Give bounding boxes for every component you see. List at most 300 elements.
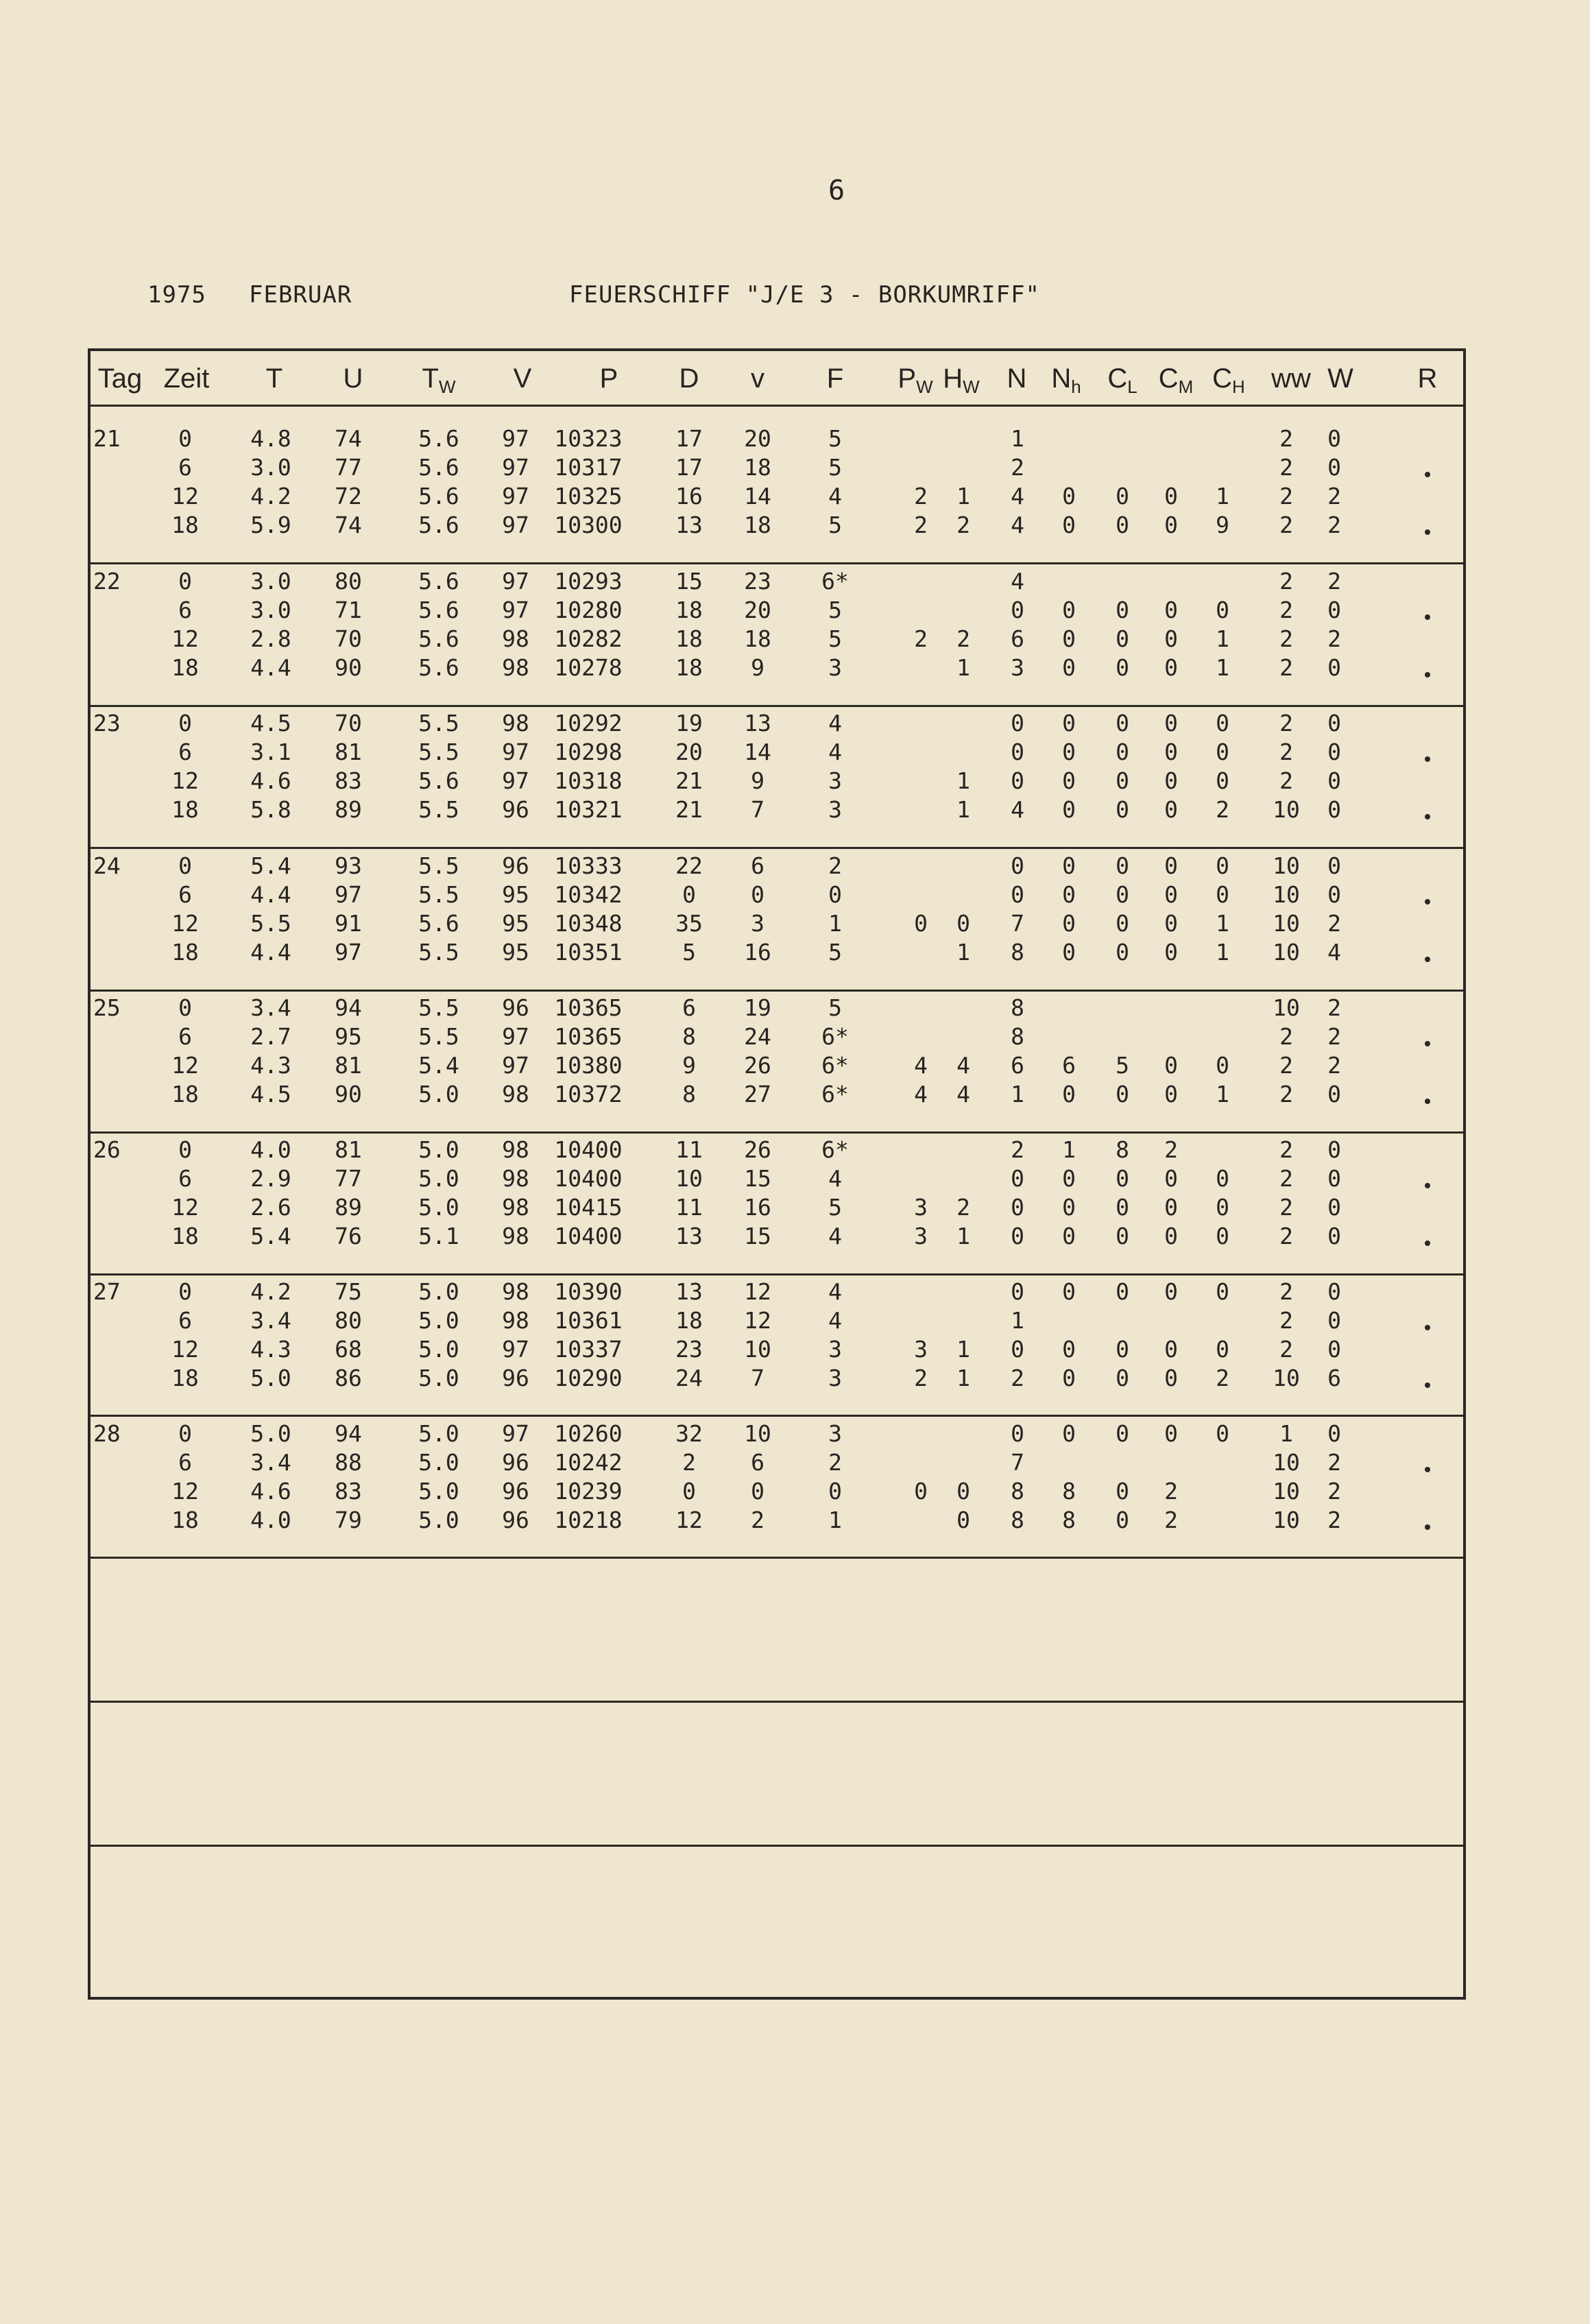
cell-cm: 2: [1164, 1136, 1178, 1163]
cell-hw: 0: [956, 1507, 970, 1533]
cell-ch: 0: [1216, 1420, 1229, 1447]
cell-pw: 2: [914, 512, 928, 538]
cell-tw: 5.0: [418, 1136, 459, 1163]
cell-v: 95: [502, 910, 529, 937]
cell-vv: 2: [751, 1507, 764, 1533]
cell-cm: 0: [1164, 767, 1178, 794]
table-divider: [88, 1415, 1466, 1417]
cell-nh: 0: [1062, 852, 1076, 879]
cell-p: 10239: [554, 1478, 623, 1505]
cell-v: 97: [502, 597, 529, 623]
cell-ww: 2: [1279, 625, 1293, 652]
cell-t: 2.8: [250, 625, 291, 652]
cell-u: 79: [335, 1507, 362, 1533]
cell-d: 13: [675, 1223, 703, 1249]
cell-t: 4.3: [250, 1052, 291, 1079]
cell-cl: 0: [1116, 1165, 1129, 1192]
cell-p: 10300: [554, 512, 623, 538]
cell-w: 0: [1327, 1194, 1341, 1221]
cell-n: 7: [1011, 1449, 1024, 1476]
precipitation-dot-icon: [1425, 672, 1430, 678]
cell-ch: 2: [1216, 796, 1229, 823]
cell-n: 0: [1011, 710, 1024, 736]
cell-cm: 0: [1164, 1165, 1178, 1192]
cell-ww: 2: [1279, 1307, 1293, 1334]
cell-t: 5.5: [250, 910, 291, 937]
cell-f: 6*: [821, 568, 849, 595]
cell-hw: 1: [956, 939, 970, 966]
cell-pw: 4: [914, 1081, 928, 1107]
cell-zeit: 6: [178, 454, 192, 481]
column-header-nh: [1051, 363, 1081, 398]
cell-cm: 0: [1164, 881, 1178, 908]
cell-t: 4.4: [250, 654, 291, 681]
column-header-label: N: [1007, 363, 1027, 394]
cell-tw: 5.6: [418, 654, 459, 681]
cell-tw: 5.0: [418, 1478, 459, 1505]
cell-v: 97: [502, 1420, 529, 1447]
cell-d: 18: [675, 654, 703, 681]
cell-tw: 5.5: [418, 881, 459, 908]
cell-zeit: 18: [171, 1223, 199, 1249]
cell-cl: 0: [1116, 767, 1129, 794]
cell-v: 96: [502, 1449, 529, 1476]
column-header-pw: [898, 363, 932, 398]
cell-f: 5: [828, 625, 842, 652]
precipitation-dot-icon: [1425, 1325, 1430, 1330]
cell-t: 3.0: [250, 454, 291, 481]
cell-w: 0: [1327, 767, 1341, 794]
cell-ww: 2: [1279, 739, 1293, 765]
cell-n: 2: [1011, 1365, 1024, 1391]
cell-v: 97: [502, 454, 529, 481]
cell-nh: 0: [1062, 654, 1076, 681]
cell-tw: 5.0: [418, 1081, 459, 1107]
precipitation-dot-icon: [1425, 1382, 1430, 1388]
cell-hw: 1: [956, 483, 970, 510]
table-divider: [88, 847, 1466, 849]
cell-ww: 2: [1279, 654, 1293, 681]
cell-n: 1: [1011, 1081, 1024, 1107]
cell-zeit: 18: [171, 654, 199, 681]
cell-u: 97: [335, 939, 362, 966]
cell-zeit: 6: [178, 1307, 192, 1334]
cell-vv: 15: [744, 1223, 771, 1249]
cell-ww: 1: [1279, 1420, 1293, 1447]
cell-d: 16: [675, 483, 703, 510]
cell-ww: 10: [1273, 939, 1300, 966]
cell-cm: 0: [1164, 512, 1178, 538]
cell-hw: 2: [956, 1194, 970, 1221]
cell-ch: 1: [1216, 1081, 1229, 1107]
cell-tw: 5.6: [418, 767, 459, 794]
cell-t: 4.5: [250, 710, 291, 736]
cell-u: 81: [335, 1136, 362, 1163]
cell-vv: 18: [744, 625, 771, 652]
cell-p: 10278: [554, 654, 623, 681]
page-number: 6: [828, 175, 845, 206]
cell-f: 3: [828, 1420, 842, 1447]
cell-ww: 2: [1279, 1336, 1293, 1363]
day-label: 24: [93, 852, 121, 879]
cell-d: 19: [675, 710, 703, 736]
table-divider: [88, 1701, 1466, 1703]
column-header-label: V: [513, 363, 532, 394]
cell-v: 97: [502, 767, 529, 794]
cell-d: 17: [675, 425, 703, 452]
cell-d: 13: [675, 1278, 703, 1305]
cell-f: 4: [828, 1278, 842, 1305]
cell-hw: 0: [956, 1478, 970, 1505]
cell-pw: 4: [914, 1052, 928, 1079]
cell-n: 0: [1011, 1420, 1024, 1447]
cell-p: 10292: [554, 710, 623, 736]
cell-hw: 1: [956, 1223, 970, 1249]
cell-t: 3.0: [250, 568, 291, 595]
cell-w: 0: [1327, 1420, 1341, 1447]
cell-zeit: 0: [178, 710, 192, 736]
cell-zeit: 0: [178, 1136, 192, 1163]
cell-nh: 0: [1062, 1365, 1076, 1391]
cell-nh: 0: [1062, 939, 1076, 966]
cell-vv: 15: [744, 1165, 771, 1192]
cell-vv: 6: [751, 852, 764, 879]
cell-zeit: 18: [171, 939, 199, 966]
cell-v: 98: [502, 1165, 529, 1192]
cell-f: 4: [828, 739, 842, 765]
cell-p: 10290: [554, 1365, 623, 1391]
cell-ww: 2: [1279, 1052, 1293, 1079]
cell-t: 5.4: [250, 852, 291, 879]
cell-n: 6: [1011, 625, 1024, 652]
column-header-label: P: [898, 363, 917, 394]
cell-p: 10390: [554, 1278, 623, 1305]
cell-d: 9: [682, 1052, 696, 1079]
cell-cl: 0: [1116, 796, 1129, 823]
cell-zeit: 0: [178, 1278, 192, 1305]
column-header-label: v: [751, 363, 764, 394]
cell-vv: 0: [751, 881, 764, 908]
column-header-ww: [1271, 363, 1311, 394]
cell-zeit: 18: [171, 796, 199, 823]
cell-u: 68: [335, 1336, 362, 1363]
day-label: 26: [93, 1136, 121, 1163]
cell-tw: 5.6: [418, 568, 459, 595]
cell-w: 0: [1327, 1336, 1341, 1363]
cell-t: 5.8: [250, 796, 291, 823]
cell-u: 81: [335, 1052, 362, 1079]
cell-t: 3.1: [250, 739, 291, 765]
cell-t: 2.6: [250, 1194, 291, 1221]
cell-u: 74: [335, 512, 362, 538]
cell-cm: 0: [1164, 910, 1178, 937]
cell-vv: 3: [751, 910, 764, 937]
precipitation-dot-icon: [1425, 1041, 1430, 1046]
cell-u: 86: [335, 1365, 362, 1391]
column-header-label: ww: [1271, 363, 1311, 394]
cell-u: 80: [335, 1307, 362, 1334]
cell-n: 4: [1011, 512, 1024, 538]
cell-f: 1: [828, 910, 842, 937]
cell-hw: 1: [956, 654, 970, 681]
cell-vv: 14: [744, 483, 771, 510]
cell-v: 98: [502, 625, 529, 652]
cell-zeit: 18: [171, 1081, 199, 1107]
cell-vv: 7: [751, 1365, 764, 1391]
cell-nh: 0: [1062, 710, 1076, 736]
cell-cm: 0: [1164, 796, 1178, 823]
cell-t: 4.5: [250, 1081, 291, 1107]
precipitation-dot-icon: [1425, 957, 1430, 962]
cell-ww: 2: [1279, 425, 1293, 452]
cell-d: 20: [675, 739, 703, 765]
cell-n: 0: [1011, 852, 1024, 879]
cell-cl: 0: [1116, 739, 1129, 765]
cell-u: 70: [335, 710, 362, 736]
cell-ch: 1: [1216, 654, 1229, 681]
cell-p: 10218: [554, 1507, 623, 1533]
cell-tw: 5.5: [418, 852, 459, 879]
cell-vv: 24: [744, 1023, 771, 1050]
cell-ww: 10: [1273, 796, 1300, 823]
cell-u: 90: [335, 1081, 362, 1107]
cell-p: 10318: [554, 767, 623, 794]
cell-tw: 5.0: [418, 1420, 459, 1447]
cell-nh: 6: [1062, 1052, 1076, 1079]
cell-ww: 10: [1273, 994, 1300, 1021]
cell-tw: 5.5: [418, 796, 459, 823]
cell-u: 89: [335, 1194, 362, 1221]
cell-tw: 5.1: [418, 1223, 459, 1249]
cell-cm: 0: [1164, 1194, 1178, 1221]
cell-v: 96: [502, 1507, 529, 1533]
cell-u: 95: [335, 1023, 362, 1050]
cell-p: 10337: [554, 1336, 623, 1363]
precipitation-dot-icon: [1425, 529, 1430, 535]
cell-vv: 20: [744, 597, 771, 623]
cell-u: 81: [335, 739, 362, 765]
cell-p: 10317: [554, 454, 623, 481]
cell-d: 11: [675, 1136, 703, 1163]
table-divider: [88, 405, 1466, 407]
cell-zeit: 6: [178, 739, 192, 765]
cell-d: 35: [675, 910, 703, 937]
cell-ww: 2: [1279, 710, 1293, 736]
cell-v: 98: [502, 1136, 529, 1163]
cell-p: 10380: [554, 1052, 623, 1079]
cell-hw: 1: [956, 796, 970, 823]
cell-zeit: 12: [171, 483, 199, 510]
cell-nh: 0: [1062, 1194, 1076, 1221]
cell-tw: 5.0: [418, 1336, 459, 1363]
cell-zeit: 12: [171, 1478, 199, 1505]
cell-w: 0: [1327, 654, 1341, 681]
cell-tw: 5.6: [418, 625, 459, 652]
cell-t: 4.4: [250, 881, 291, 908]
day-label: 22: [93, 568, 121, 595]
cell-vv: 12: [744, 1307, 771, 1334]
cell-t: 4.0: [250, 1507, 291, 1533]
cell-n: 2: [1011, 454, 1024, 481]
cell-vv: 13: [744, 710, 771, 736]
cell-d: 13: [675, 512, 703, 538]
cell-p: 10260: [554, 1420, 623, 1447]
cell-n: 2: [1011, 1136, 1024, 1163]
cell-vv: 7: [751, 796, 764, 823]
cell-tw: 5.0: [418, 1307, 459, 1334]
cell-v: 97: [502, 568, 529, 595]
cell-d: 8: [682, 1023, 696, 1050]
cell-vv: 26: [744, 1052, 771, 1079]
cell-p: 10400: [554, 1223, 623, 1249]
cell-t: 3.4: [250, 1449, 291, 1476]
column-header-ch: [1212, 363, 1245, 398]
column-header-tw: [422, 363, 456, 398]
cell-n: 0: [1011, 597, 1024, 623]
cell-v: 98: [502, 654, 529, 681]
cell-cl: 0: [1116, 710, 1129, 736]
column-header-hw: [943, 363, 979, 398]
cell-ww: 2: [1279, 454, 1293, 481]
cell-vv: 18: [744, 512, 771, 538]
cell-v: 98: [502, 1081, 529, 1107]
cell-v: 97: [502, 512, 529, 538]
table-divider: [88, 1557, 1466, 1559]
cell-u: 94: [335, 1420, 362, 1447]
cell-d: 18: [675, 1307, 703, 1334]
cell-n: 6: [1011, 1052, 1024, 1079]
cell-n: 0: [1011, 1278, 1024, 1305]
cell-tw: 5.6: [418, 454, 459, 481]
column-header-tag: [98, 363, 143, 394]
cell-zeit: 6: [178, 1165, 192, 1192]
cell-zeit: 0: [178, 994, 192, 1021]
cell-pw: 2: [914, 1365, 928, 1391]
cell-t: 3.0: [250, 597, 291, 623]
cell-w: 0: [1327, 852, 1341, 879]
cell-vv: 9: [751, 767, 764, 794]
cell-w: 2: [1327, 1052, 1341, 1079]
cell-w: 0: [1327, 1136, 1341, 1163]
cell-w: 4: [1327, 939, 1341, 966]
cell-n: 4: [1011, 568, 1024, 595]
column-header-f: [827, 363, 843, 394]
table-divider: [88, 1131, 1466, 1134]
cell-v: 96: [502, 1365, 529, 1391]
cell-ch: 0: [1216, 881, 1229, 908]
cell-ww: 2: [1279, 568, 1293, 595]
cell-v: 98: [502, 1223, 529, 1249]
cell-vv: 0: [751, 1478, 764, 1505]
cell-d: 18: [675, 625, 703, 652]
cell-vv: 14: [744, 739, 771, 765]
cell-f: 0: [828, 881, 842, 908]
cell-nh: 0: [1062, 767, 1076, 794]
cell-f: 5: [828, 512, 842, 538]
cell-nh: 0: [1062, 1165, 1076, 1192]
day-label: 25: [93, 994, 121, 1021]
cell-d: 10: [675, 1165, 703, 1192]
cell-p: 10280: [554, 597, 623, 623]
cell-cl: 0: [1116, 1478, 1129, 1505]
cell-f: 4: [828, 710, 842, 736]
cell-u: 93: [335, 852, 362, 879]
cell-t: 5.9: [250, 512, 291, 538]
cell-ww: 2: [1279, 483, 1293, 510]
cell-w: 0: [1327, 454, 1341, 481]
column-header-label: U: [343, 363, 363, 394]
cell-w: 0: [1327, 425, 1341, 452]
cell-n: 0: [1011, 739, 1024, 765]
cell-cm: 0: [1164, 1365, 1178, 1391]
column-header-cl: [1107, 363, 1137, 398]
cell-ww: 10: [1273, 881, 1300, 908]
cell-zeit: 6: [178, 1449, 192, 1476]
cell-n: 1: [1011, 425, 1024, 452]
cell-pw: 2: [914, 483, 928, 510]
cell-n: 3: [1011, 654, 1024, 681]
cell-zeit: 18: [171, 1507, 199, 1533]
cell-d: 24: [675, 1365, 703, 1391]
cell-d: 32: [675, 1420, 703, 1447]
cell-u: 83: [335, 767, 362, 794]
cell-u: 91: [335, 910, 362, 937]
cell-tw: 5.6: [418, 512, 459, 538]
cell-ch: 1: [1216, 625, 1229, 652]
cell-f: 6*: [821, 1023, 849, 1050]
cell-n: 0: [1011, 1336, 1024, 1363]
cell-p: 10298: [554, 739, 623, 765]
cell-cl: 0: [1116, 1365, 1129, 1391]
cell-nh: 8: [1062, 1478, 1076, 1505]
cell-p: 10372: [554, 1081, 623, 1107]
cell-tw: 5.4: [418, 1052, 459, 1079]
cell-d: 23: [675, 1336, 703, 1363]
cell-vv: 20: [744, 425, 771, 452]
cell-d: 21: [675, 767, 703, 794]
cell-u: 72: [335, 483, 362, 510]
cell-ch: 0: [1216, 1165, 1229, 1192]
cell-cl: 0: [1116, 625, 1129, 652]
cell-f: 6*: [821, 1081, 849, 1107]
table-divider: [88, 1273, 1466, 1275]
cell-f: 4: [828, 1165, 842, 1192]
cell-w: 2: [1327, 1449, 1341, 1476]
cell-zeit: 0: [178, 1420, 192, 1447]
cell-w: 0: [1327, 1278, 1341, 1305]
cell-zeit: 12: [171, 910, 199, 937]
cell-f: 3: [828, 767, 842, 794]
cell-n: 8: [1011, 1478, 1024, 1505]
cell-ww: 2: [1279, 1278, 1293, 1305]
cell-p: 10293: [554, 568, 623, 595]
cell-ww: 2: [1279, 1194, 1293, 1221]
precipitation-dot-icon: [1425, 814, 1430, 819]
cell-n: 7: [1011, 910, 1024, 937]
cell-cl: 0: [1116, 1420, 1129, 1447]
cell-cm: 0: [1164, 597, 1178, 623]
cell-f: 2: [828, 1449, 842, 1476]
cell-d: 17: [675, 454, 703, 481]
cell-vv: 10: [744, 1420, 771, 1447]
cell-d: 11: [675, 1194, 703, 1221]
cell-nh: 8: [1062, 1507, 1076, 1533]
cell-pw: 3: [914, 1194, 928, 1221]
cell-tw: 5.5: [418, 939, 459, 966]
cell-p: 10351: [554, 939, 623, 966]
cell-nh: 0: [1062, 1081, 1076, 1107]
column-header-u: [344, 363, 363, 394]
